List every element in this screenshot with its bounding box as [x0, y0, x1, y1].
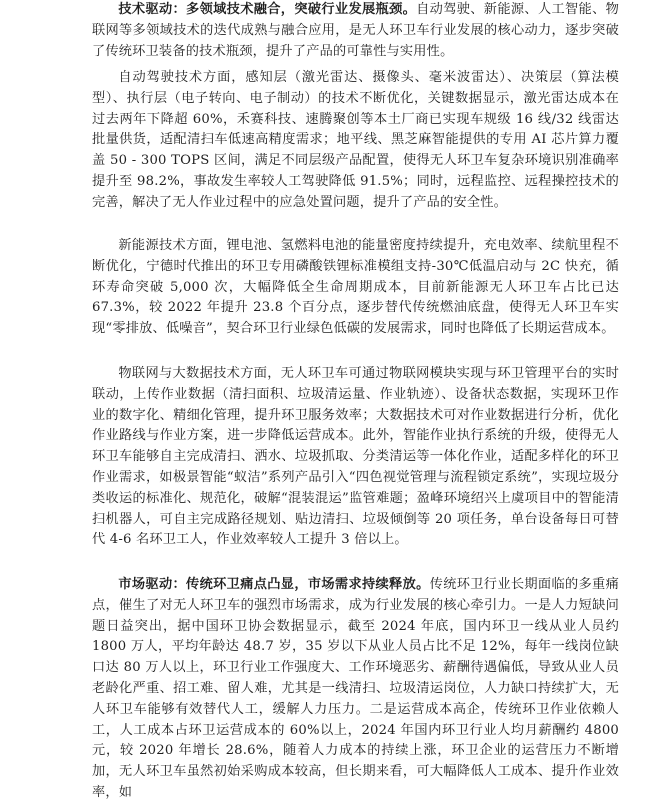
- paragraph-autonomous-driving: [92, 68, 619, 214]
- paragraph-text: 物联网与大数据技术方面，无人环卫车可通过物联网模块实现与环卫管理平台的实时联动，上传作业数据（清扫面积、垃圾清运量、作业轨迹）、设备状态数据，实现环卫作业的数字化、精细化管理，提升环卫服务效率；大数据技术可对作业数据进行分析，优化作业路线与作业方案，进一步降低运营成本。此外，智能作业执行系统的升级，使得无人环卫车能够自主完成清扫、洒水、垃圾抓取、分类清运等一体化作业，适配多样化的环卫作业需求，如极景智能“蚁洁”系列产品引入“四色视觉管理与流程锁定系统”，实现垃圾分类收运的标准化、规范化，破解“混装混运”监管难题；盈峰环境绍兴上虞项目中的智能清扫机器人，可自主完成路径规划、贴边清扫、垃圾倾倒等 20 项任务，单台设备每日可替代 4-6 名环卫工人，作业效率较人工提升 3 倍以上。: [92, 366, 619, 548]
- paragraph-technology-driver: [92, 0, 619, 62]
- paragraph-market-driver: [92, 575, 619, 804]
- paragraph-new-energy: [92, 236, 619, 340]
- paragraph-text: 自动驾驶技术方面，感知层（激光雷达、摄像头、毫米波雷达）、决策层（算法模型）、执行层（电子转向、电子制动）的技术不断优化，关键数据显示，激光雷达成本在过去两年下降超 60%，禾赛科技、速腾聚创等本土厂商已实现车规级 16 线/32 线雷达批量供货，适配清扫车低速高精度需求；地平线、黑芝麻智能提供的专用 AI 芯片算力覆盖 50 - 300 TOPS 区间，满足不同层级产品配置，使得无人环卫车复杂环境识别准确率提升至 98.2%，事故发生率较人工驾驶降低 91.5%；同时，远程监控、远程操控技术的完善，解决了无人作业过程中的应急处置问题，提升了产品的安全性。: [92, 70, 619, 210]
- paragraph-text: 传统环卫行业长期面临的多重痛点，催生了对无人环卫车的强烈市场需求，成为行业发展的核心牵引力。一是人力短缺问题日益突出，据中国环卫协会数据显示，截至 2024 年底，国内环卫一线从业人员约 1800 万人，平均年龄达 48.7 岁，35 岁以下从业人员占比不足 12%，每年一线岗位缺口达 80 万人以上，环卫行业工作强度大、工作环境恶劣、薪酬待遇偏低，导致从业人员老龄化严重、招工难、留人难，尤其是一线清扫、垃圾清运岗位，人力缺口持续扩大，无人环卫车能够有效替代人工，缓解人力压力。二是运营成本高企，传统环卫作业依赖人工，人工成本占环卫运营成本的 60%以上，2024 年国内环卫行业人均月薪酬约 4800 元，较 2020 年增长 28.6%，随着人力成本的持续上涨，环卫企业的运营压力不断增加，无人环卫车虽然初始采购成本较高，但长期来看，可大幅降低人工成本、提升作业效率，如: [92, 577, 619, 800]
- paragraph-text: 新能源技术方面，锂电池、氢燃料电池的能量密度持续提升，充电效率、续航里程不断优化，宁德时代推出的环卫专用磷酸铁锂标准模组支持-30℃低温启动与 2C 快充，循环寿命突破 5,000 次，大幅降低全生命周期成本，目前新能源无人环卫车占比已达 67.3%，较 2022 年提升 23.8 个百分点，逐步替代传统燃油底盘，使得无人环卫车实现“零排放、低噪音”，契合环卫行业绿色低碳的发展需求，同时也降低了长期运营成本。: [92, 238, 619, 337]
- section-heading-technology: 技术驱动：多领域技术融合，突破行业发展瓶颈。: [118, 2, 417, 17]
- paragraph-text: 自动驾驶、新能源、人工智能、物联网等多领域技术的迭代成熟与融合应用，是无人环卫车行业发展的核心动力，逐步突破了传统环卫装备的技术瓶颈，提升了产品的可靠性与实用性。: [92, 2, 619, 59]
- paragraph-iot-bigdata: [92, 364, 619, 551]
- section-heading-market: 市场驱动：传统环卫痛点凸显，市场需求持续释放。: [118, 577, 430, 592]
